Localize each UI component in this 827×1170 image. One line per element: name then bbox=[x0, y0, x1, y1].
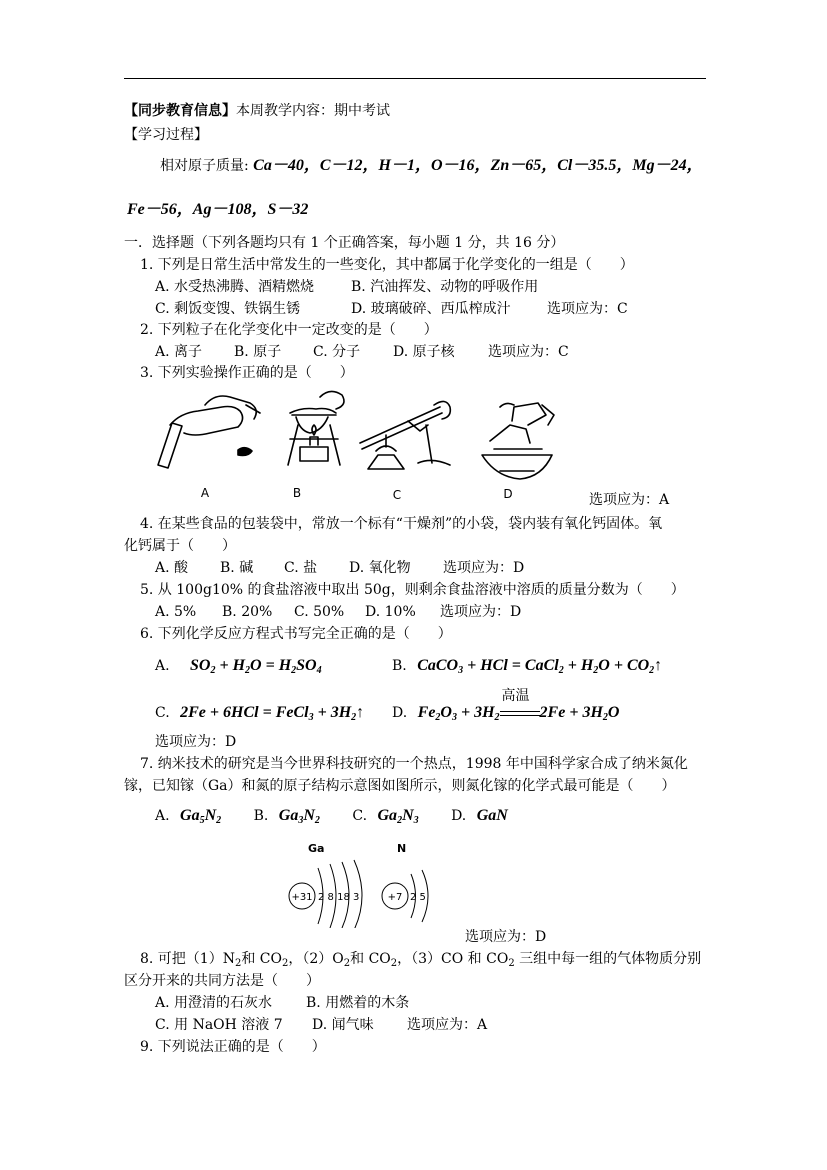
q5-option-d: D. 10% bbox=[365, 604, 416, 620]
q7-stem-line-1: 7. 纳米技术的研究是当今世界科技研究的一个热点，1998 年中国科学家合成了纳米氮化 bbox=[140, 756, 688, 772]
lab-op-c-icon bbox=[360, 401, 450, 469]
lab-op-d-icon bbox=[482, 403, 554, 479]
lab-label-d: D bbox=[503, 487, 513, 501]
q1-answer: 选项应为：C bbox=[547, 301, 628, 317]
q7-stem-line-2: 镓，已知镓（Ga）和氮的原子结构示意图如图所示，则氮化镓的化学式最可能是（ ） bbox=[124, 778, 676, 794]
mass-c: C－12， bbox=[319, 157, 379, 174]
lab-op-b-icon bbox=[288, 391, 344, 465]
q6-b-label: B. bbox=[392, 658, 407, 674]
q7-c-formula: $Ga_2N_3$ bbox=[377, 807, 419, 826]
q7-options bbox=[155, 806, 508, 825]
mass-zn: Zn－65， bbox=[490, 157, 558, 174]
q8-option-b: B. 用燃着的木条 bbox=[306, 995, 410, 1011]
lab-label-c: C bbox=[392, 488, 402, 502]
lab-label-b: B bbox=[292, 486, 302, 500]
q6-option-b bbox=[392, 656, 662, 675]
n-shells: 2 5 bbox=[410, 892, 426, 903]
q7-a-label: A. bbox=[155, 808, 170, 824]
q6-answer: 选项应为：D bbox=[155, 734, 237, 750]
q8-stem-part-b: 和 CO bbox=[241, 951, 282, 967]
q6-option-d bbox=[392, 688, 620, 723]
q6-d-label: D. bbox=[392, 705, 408, 721]
q4-stem-line-2: 化钙属于（ ） bbox=[124, 538, 236, 554]
q6-c-equation: 2Fe + 6HCl = FeCl$_3$ + $3H_2↑$ bbox=[180, 704, 365, 723]
q6-d-lhs: $Fe_2O_3 + 3H_2$ bbox=[417, 704, 500, 723]
n-symbol: N bbox=[397, 842, 407, 855]
atomic-structure-figure bbox=[280, 838, 440, 928]
q8-stem-part-c: ，（2）O bbox=[288, 951, 344, 967]
q8-sub-n2: 2 bbox=[234, 958, 242, 969]
q3-answer: 选项应为：A bbox=[589, 492, 670, 508]
q6-d-condition: 高温 bbox=[501, 688, 530, 704]
q5-option-b: B. 20% bbox=[222, 604, 273, 620]
q1-option-d: D. 玻璃破碎、西瓜榨成汁 bbox=[351, 301, 511, 317]
q4-option-d: D. 氧化物 bbox=[349, 560, 411, 576]
atomic-mass-label: 相对原子质量: bbox=[160, 158, 249, 174]
q8-option-c: C. 用 NaOH 溶液 7 bbox=[155, 1017, 283, 1033]
q1-option-c: C. 剩饭变馊、铁锅生锈 bbox=[155, 301, 301, 317]
q3-stem: 3. 下列实验操作正确的是（ ） bbox=[140, 365, 354, 381]
q6-stem: 6. 下列化学反应方程式书写完全正确的是（ ） bbox=[140, 626, 452, 642]
atomic-mass-line-1 bbox=[160, 156, 703, 175]
q6-option-a bbox=[155, 656, 322, 675]
q5-stem: 5. 从 100g10% 的食盐溶液中取出 50g，则剩余食盐溶液中溶质的质量分数为（ ） bbox=[140, 582, 685, 598]
mass-h: H－1， bbox=[378, 157, 431, 174]
q6-b-equation: CaCO$_3$ + HCl = CaCl$_2$ + $H_2O$ + $CO_2↑$ bbox=[417, 657, 663, 676]
mass-fe: Fe－56， bbox=[127, 201, 193, 218]
section-title: 一．选择题（下列各题均只有 1 个正确答案，每小题 1 分，共 16 分） bbox=[124, 235, 565, 251]
q6-option-c bbox=[155, 703, 364, 722]
q8-sub-co2-b: 2 bbox=[390, 958, 398, 969]
atomic-mass-line-2 bbox=[127, 200, 308, 219]
q8-stem-line-2: 区分开来的共同方法是（ ） bbox=[124, 973, 320, 989]
q5-answer: 选项应为：D bbox=[440, 604, 522, 620]
lab-op-a-icon bbox=[158, 396, 260, 468]
q8-sub-co2-a: 2 bbox=[281, 958, 289, 969]
q8-stem-part-e: ，（3）CO 和 CO bbox=[397, 951, 509, 967]
q8-sub-o2: 2 bbox=[343, 958, 351, 969]
mass-mg: Mg－24， bbox=[632, 157, 703, 174]
q5-option-a: A. 5% bbox=[155, 604, 197, 620]
q6-a-label: A. bbox=[155, 658, 170, 674]
q6-d-condition-arrow bbox=[500, 688, 540, 720]
q2-option-c: C. 分子 bbox=[313, 344, 361, 360]
q9-stem: 9. 下列说法正确的是（ ） bbox=[140, 1039, 326, 1055]
q6-d-rhs: $2Fe + 3H_2O$ bbox=[539, 704, 620, 723]
q1-option-a: A. 水受热沸腾、酒精燃烧 bbox=[155, 279, 315, 295]
q5-option-c: C. 50% bbox=[294, 604, 345, 620]
q7-c-label: C. bbox=[352, 808, 368, 824]
ga-nucleus-charge: +31 bbox=[291, 892, 313, 903]
q2-stem: 2. 下列粒子在化学变化中一定改变的是（ ） bbox=[140, 322, 438, 338]
learning-process-title: 【学习过程】 bbox=[124, 127, 208, 143]
q4-option-b: B. 碱 bbox=[220, 560, 254, 576]
q7-d-label: D. bbox=[451, 808, 467, 824]
q2-option-a: A. 离子 bbox=[155, 344, 203, 360]
ga-shells: 2 8 18 3 bbox=[318, 892, 360, 903]
q4-option-c: C. 盐 bbox=[284, 560, 318, 576]
mass-ca: Ca－40， bbox=[253, 157, 320, 174]
q7-b-label: B. bbox=[253, 808, 269, 824]
q7-answer: 选项应为：D bbox=[465, 929, 547, 945]
q8-stem-part-d: 和 CO bbox=[350, 951, 391, 967]
ga-symbol: Ga bbox=[308, 842, 325, 855]
mass-cl: Cl－35.5， bbox=[557, 157, 633, 174]
q4-option-a: A. 酸 bbox=[155, 560, 189, 576]
lab-operations-figure bbox=[150, 385, 570, 510]
q8-answer: 选项应为：A bbox=[407, 1017, 488, 1033]
q1-stem: 1. 下列是日常生活中常发生的一些变化，其中都属于化学变化的一组是（ ） bbox=[140, 257, 634, 273]
q2-option-b: B. 原子 bbox=[234, 344, 282, 360]
q8-stem-line-1 bbox=[140, 951, 701, 968]
q2-answer: 选项应为：C bbox=[488, 344, 569, 360]
q7-d-formula: GaN bbox=[476, 807, 508, 824]
q8-option-d: D. 闻气味 bbox=[312, 1017, 374, 1033]
q8-stem-part-a: 8. 可把（1）N bbox=[140, 951, 235, 967]
mass-s: S－32 bbox=[267, 201, 309, 218]
q7-a-formula: $Ga_5N_2$ bbox=[180, 807, 222, 826]
q8-sub-co2-c: 2 bbox=[508, 958, 515, 969]
n-nucleus-charge: +7 bbox=[387, 892, 403, 903]
q2-option-d: D. 原子核 bbox=[393, 344, 455, 360]
header-line bbox=[124, 103, 390, 120]
header-tag: 【同步教育信息】 bbox=[124, 103, 236, 119]
q6-a-equation: $SO_2 + H_2O = H_2SO_4$ bbox=[190, 657, 322, 676]
header-content: 本周教学内容：期中考试 bbox=[236, 103, 390, 119]
q8-option-a: A. 用澄清的石灰水 bbox=[155, 995, 273, 1011]
lab-label-a: A bbox=[200, 486, 210, 500]
q4-answer: 选项应为：D bbox=[443, 560, 525, 576]
q8-stem-part-f: 三组中每一组的气体物质分别 bbox=[514, 951, 702, 967]
mass-o: O－16， bbox=[431, 157, 491, 174]
q4-stem-line-1: 4. 在某些食品的包装袋中，常放一个标有“干燥剂”的小袋，袋内装有氧化钙固体。氧 bbox=[140, 516, 663, 532]
q6-c-label: C. bbox=[155, 705, 170, 721]
q7-b-formula: $Ga_3N_2$ bbox=[278, 807, 320, 826]
q1-option-b: B. 汽油挥发、动物的呼吸作用 bbox=[351, 279, 539, 295]
mass-ag: Ag－108， bbox=[192, 201, 268, 218]
header-rule bbox=[124, 78, 706, 79]
